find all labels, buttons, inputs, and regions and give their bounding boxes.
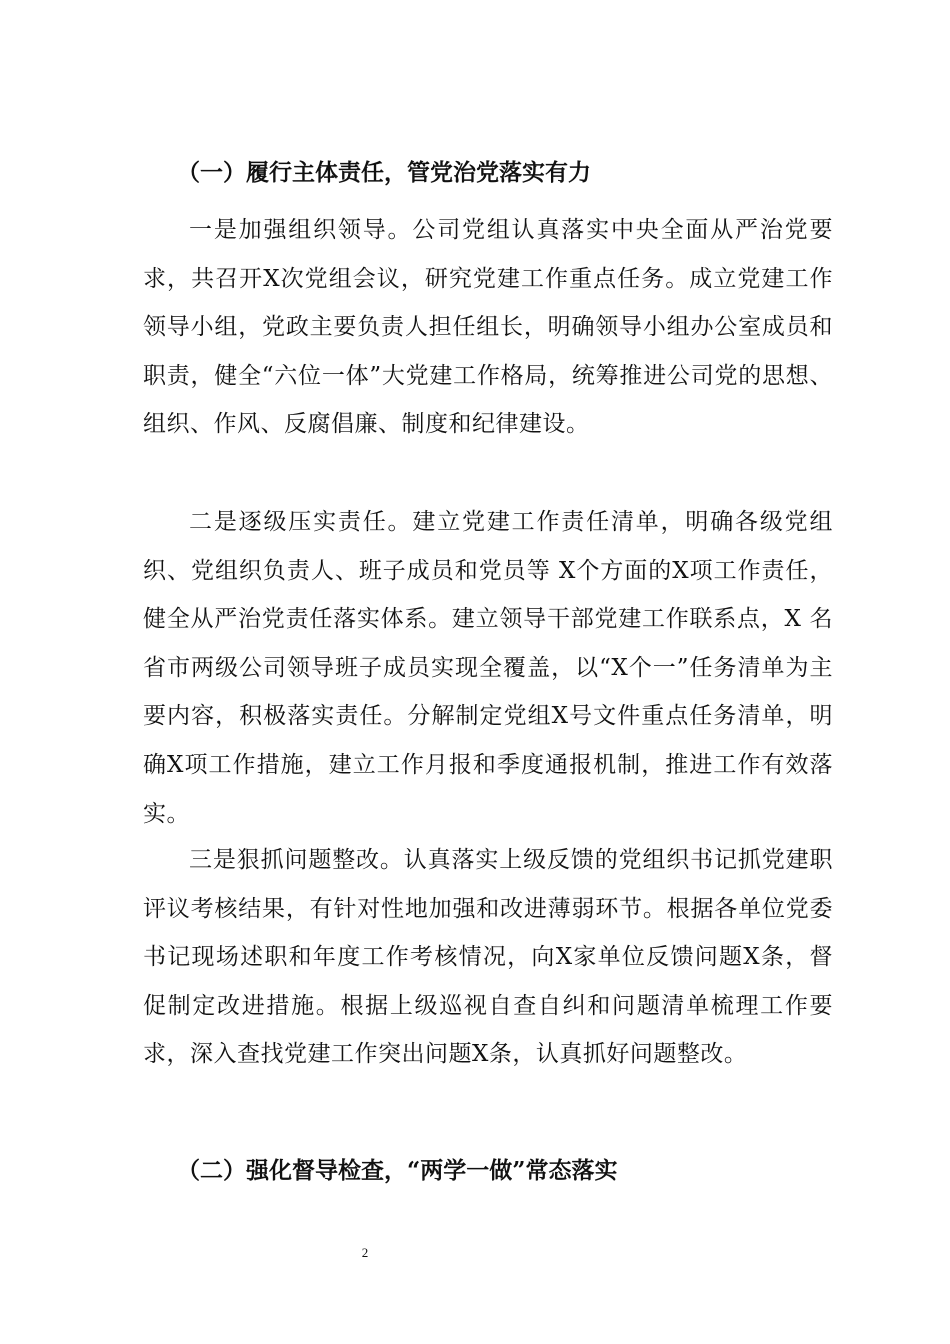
paragraph-strengthen-leadership: 一是加强组织领导。公司党组认真落实中央全面从严治党要求，共召开X次党组会议，研究党建工作重点任务。成立党建工作领导小组，党政主要负责人担任组长，明确领导小组办公室成员和职责，健全“六位一体”大党建工作格局，统筹推进公司党的思想、组织、作风、反腐倡廉、制度和纪律建设。 [143, 217, 833, 438]
page-number: 2 [361, 1245, 369, 1260]
section-heading-2: （二）强化督导检查，“两学一做”常态落实 [177, 1157, 618, 1184]
paragraph-responsibility: 二是逐级压实责任。建立党建工作责任清单，明确各级党组织、党组织负责人、班子成员和党员等 X个方面的X项工作责任，健全从严治党责任落实体系。建立领导干部党建工作联系点，X 名省市两级公司领导班子成员实现全覆盖，以“X个一”任务清单为主要内容，积极落实责任。分解制定党组X号文件重点任务清单，明确X项工作措施，建立工作月报和季度通报机制，推进工作有效落实。 [143, 509, 833, 827]
section-heading-1: （一）履行主体责任，管党治党落实有力 [177, 159, 591, 186]
paragraph-rectification: 三是狠抓问题整改。认真落实上级反馈的党组织书记抓党建职评议考核结果，有针对性地加强和改进薄弱环节。根据各单位党委书记现场述职和年度工作考核情况，向X家单位反馈问题X条，督促制定改进措施。根据上级巡视自查自纠和问题清单梳理工作要求，深入查找党建工作突出问题X条，认真抓好问题整改。 [143, 847, 833, 1068]
